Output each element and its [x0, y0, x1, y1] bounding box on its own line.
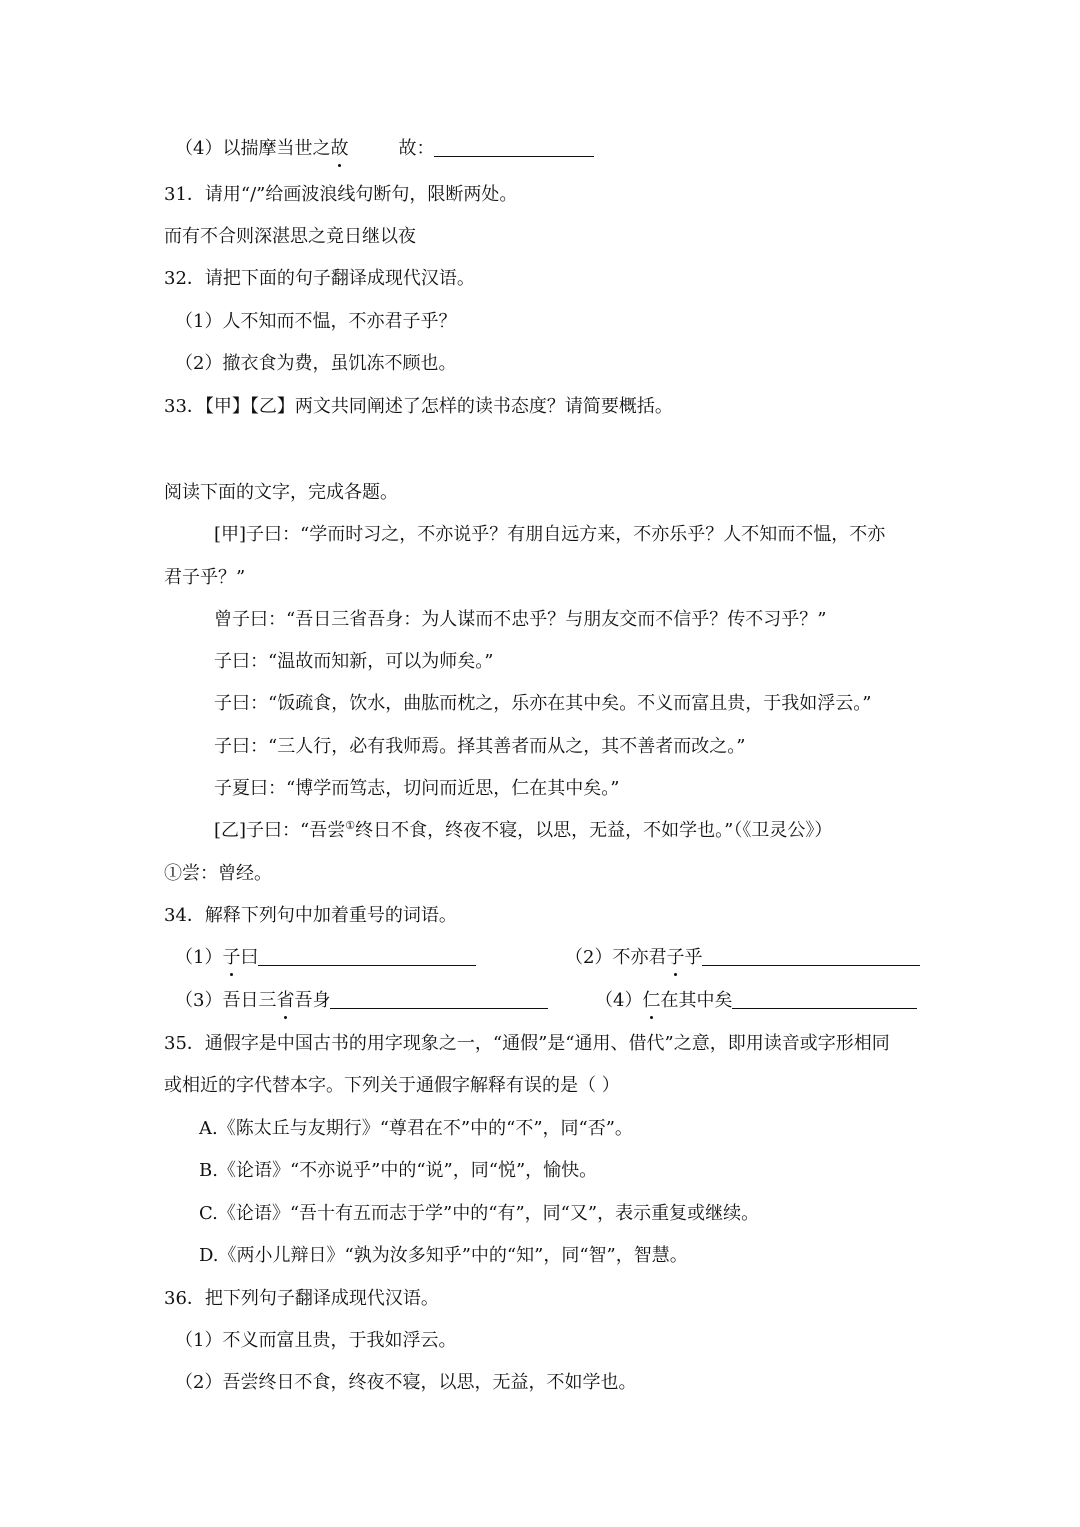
- question-36-title: 36．把下列句子翻译成现代汉语。: [164, 1288, 439, 1309]
- passage-paragraph-2: 曾子曰：“吾日三省吾身：为人谋而不忠乎？与朋友交而不信乎？传不习乎？”: [214, 609, 827, 630]
- item-number: （1）: [175, 947, 223, 968]
- item-text: 曰: [240, 947, 259, 968]
- passage-jia-line-2: 君子乎？”: [164, 567, 246, 588]
- passage-paragraph-6: 子夏曰：“博学而笃志，切问而近思，仁在其中矣。”: [214, 778, 620, 799]
- question-35-line-2: 或相近的字代替本字。下列关于通假字解释有误的是（ ）: [164, 1075, 620, 1096]
- emphasized-character: 子: [666, 945, 684, 971]
- answer-blank[interactable]: [434, 136, 594, 157]
- item-number: （4）: [595, 990, 643, 1011]
- question-34-item-3: [175, 988, 548, 1014]
- item-text: 吾身: [294, 990, 331, 1011]
- option-a[interactable]: A.《陈太丘与友期行》“尊君在不”中的“不”，同“否”。: [199, 1118, 633, 1139]
- option-d[interactable]: D.《两小儿辩日》“孰为汝多知乎”中的“知”，同“智”，智慧。: [199, 1245, 688, 1266]
- question-32-title: 32．请把下面的句子翻译成现代汉语。: [164, 268, 475, 289]
- emphasized-character: 故: [330, 136, 348, 162]
- item-text: 乎: [684, 947, 703, 968]
- question-34-item-2: [565, 945, 920, 971]
- answer-blank[interactable]: [258, 945, 476, 966]
- emphasized-character: 省: [276, 988, 294, 1014]
- passage-intro: 阅读下面的文字，完成各题。: [164, 482, 398, 503]
- footnote: ①尝：曾经。: [164, 863, 272, 884]
- passage-yi-start: [乙]子曰：“吾尝: [214, 820, 346, 841]
- passage-paragraph-5: 子曰：“三人行，必有我师焉。择其善者而从之，其不善者而改之。”: [214, 736, 746, 757]
- emphasized-character: 仁: [642, 988, 660, 1014]
- passage-yi-rest: 终日不食，终夜不寝，以思，无益，不如学也。”（《卫灵公》）: [355, 820, 833, 841]
- question-30-item-4: [175, 136, 594, 162]
- answer-blank[interactable]: [702, 945, 920, 966]
- question-36-item-1: （1）不义而富且贵，于我如浮云。: [175, 1330, 457, 1351]
- question-34-item-4: [595, 988, 917, 1014]
- option-b[interactable]: B.《论语》“不亦说乎”中的“说”，同“悦”，愉快。: [199, 1160, 598, 1181]
- passage-paragraph-4: 子曰：“饭疏食，饮水，曲肱而枕之，乐亦在其中矣。不义而富且贵，于我如浮云。”: [214, 693, 872, 714]
- option-c[interactable]: C.《论语》“吾十有五而志于学”中的“有”，同“又”，表示重复或继续。: [199, 1203, 760, 1224]
- footnote-marker: ①: [345, 819, 356, 832]
- question-35-line-1: 35．通假字是中国古书的用字现象之一，“通假”是“通用、借代”之意，即用读音或字形相同: [164, 1033, 890, 1054]
- emphasized-character: 子: [222, 945, 240, 971]
- answer-blank[interactable]: [330, 988, 548, 1009]
- passage-paragraph-3: 子曰：“温故而知新，可以为师矣。”: [214, 651, 494, 672]
- question-33-title: 33．【甲】【乙】两文共同阐述了怎样的读书态度？请简要概括。: [164, 396, 673, 417]
- question-31-title: 31．请用“/”给画波浪线句断句，限断两处。: [164, 184, 518, 205]
- question-36-item-2: （2）吾尝终日不食，终夜不寝，以思，无益，不如学也。: [175, 1372, 637, 1393]
- answer-prompt: 故：: [398, 138, 435, 159]
- item-text: 在其中矣: [660, 990, 733, 1011]
- question-34-title: 34．解释下列句中加着重号的词语。: [164, 905, 457, 926]
- question-31-sentence: 而有不合则深湛思之竟日继以夜: [164, 226, 416, 247]
- answer-blank[interactable]: [732, 988, 917, 1009]
- passage-yi: [214, 818, 832, 844]
- item-label: （4）以揣摩当世之: [175, 138, 331, 159]
- passage-jia-line-1: [甲]子曰：“学而时习之，不亦说乎？有朋自远方来，不亦乐乎？人不知而不愠，不亦: [214, 524, 886, 545]
- question-32-item-1: （1）人不知而不愠，不亦君子乎？: [175, 311, 457, 332]
- question-34-item-1: [175, 945, 476, 971]
- item-text: （3）吾日三: [175, 990, 277, 1011]
- question-32-item-2: （2）撤衣食为费，虽饥冻不顾也。: [175, 353, 457, 374]
- item-text: （2）不亦君: [565, 947, 667, 968]
